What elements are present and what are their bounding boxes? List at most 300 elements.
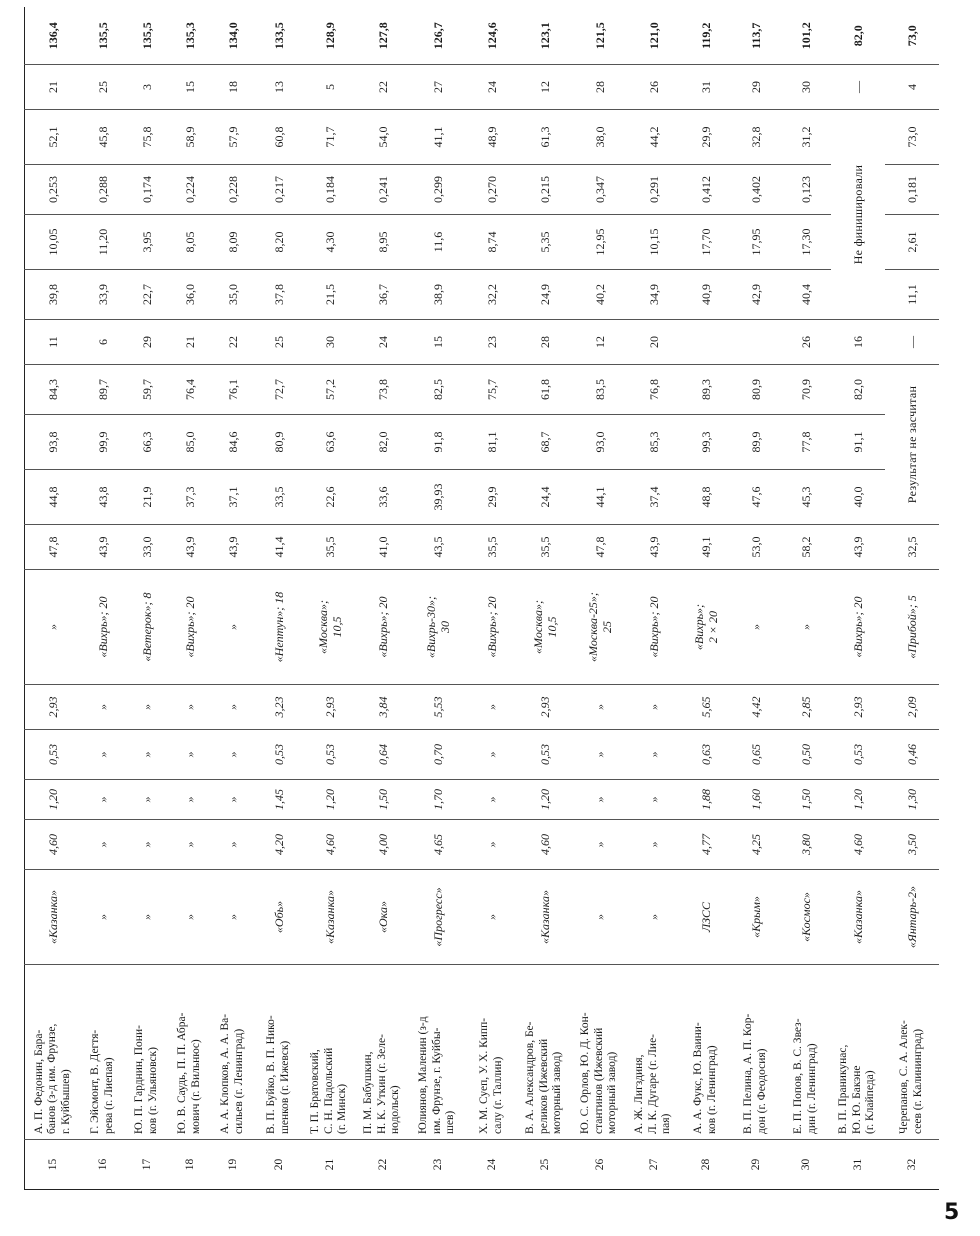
cell-value-5: 40,4 bbox=[781, 270, 831, 320]
cell-dimension-2: » bbox=[627, 780, 681, 820]
cell-dimension-1: 3,80 bbox=[781, 820, 831, 870]
cell-dimension-4: » bbox=[169, 685, 211, 730]
cell-boat: » bbox=[573, 870, 627, 965]
row-number: 18 bbox=[169, 1140, 211, 1190]
cell-value-8: 29,9 bbox=[681, 110, 731, 165]
cell-total: 113,7 bbox=[748, 22, 763, 49]
cell-crew: Черепанов, С. А. Алек- сеев (г. Калининград) bbox=[885, 965, 939, 1140]
cell-motor: «Ветерок»; 8 bbox=[125, 570, 169, 685]
cell-value-3: 99,3 bbox=[681, 415, 731, 470]
cell-boat: » bbox=[125, 870, 169, 965]
cell-value-4: 82,0 bbox=[831, 365, 885, 415]
cell-dimension-4: 2,85 bbox=[781, 685, 831, 730]
cell-dimension-3: » bbox=[573, 730, 627, 780]
cell-dimension-2: 1,88 bbox=[681, 780, 731, 820]
table-row bbox=[25, 8, 81, 1190]
cell-place-2: 15 bbox=[169, 65, 211, 110]
cell-value-3: 63,6 bbox=[303, 415, 357, 470]
cell-value-7: 0,215 bbox=[517, 165, 573, 215]
cell-crew: В. П. Пелина, А. П. Кор- дон (г. Феодосия) bbox=[731, 965, 781, 1140]
cell-place-1: 12 bbox=[573, 320, 627, 365]
cell-dimension-1: 4,60 bbox=[25, 820, 81, 870]
cell-total: 127,8 bbox=[375, 22, 390, 50]
cell-dimension-1: » bbox=[125, 820, 169, 870]
cell-value-1: 32,5 bbox=[885, 525, 939, 570]
cell-dimension-3: » bbox=[125, 730, 169, 780]
cell-value-3: 93,8 bbox=[25, 415, 81, 470]
cell-value-4: 84,3 bbox=[25, 365, 81, 415]
cell-value-8: 57,9 bbox=[211, 110, 255, 165]
table-row bbox=[303, 8, 357, 1190]
cell-dimension-3: » bbox=[211, 730, 255, 780]
cell-place-2: 26 bbox=[627, 65, 681, 110]
row-number: 26 bbox=[573, 1140, 627, 1190]
cell-motor: «Вихрь»; 20 bbox=[467, 570, 517, 685]
cell-value-5: 35,0 bbox=[211, 270, 255, 320]
cell-dimension-1: » bbox=[211, 820, 255, 870]
cell-motor: » bbox=[731, 570, 781, 685]
cell-dimension-2: » bbox=[169, 780, 211, 820]
cell-dimension-4: 2,09 bbox=[885, 685, 939, 730]
cell-boat: «Ока» bbox=[357, 870, 409, 965]
cell-value-8: 41,1 bbox=[409, 110, 467, 165]
cell-value-2: 44,8 bbox=[25, 470, 81, 525]
cell-value-2: 33,6 bbox=[357, 470, 409, 525]
cell-value-7: 0,123 bbox=[781, 165, 831, 215]
cell-dimension-3: 0,53 bbox=[303, 730, 357, 780]
cell-boat: «Янтарь-2» bbox=[885, 870, 939, 965]
cell-crew: Юлиянов, Маленин (з-д им. Фрунзе, г. Куйбы- шев) bbox=[409, 965, 467, 1140]
cell-value-2: 47,6 bbox=[731, 470, 781, 525]
cell-value-1: 33,0 bbox=[125, 525, 169, 570]
row-number: 30 bbox=[781, 1140, 831, 1190]
cell-value-4: 73,8 bbox=[357, 365, 409, 415]
row-number: 24 bbox=[467, 1140, 517, 1190]
cell-value-4: 59,7 bbox=[125, 365, 169, 415]
table-row bbox=[169, 8, 211, 1190]
cell-value-6: 3,95 bbox=[125, 215, 169, 270]
cell-value-8: 60,8 bbox=[255, 110, 303, 165]
cell-total: 136,4 bbox=[45, 22, 60, 50]
cell-place-1: 21 bbox=[169, 320, 211, 365]
cell-value-6: 2,61 bbox=[885, 215, 939, 270]
cell-place-2: 25 bbox=[81, 65, 125, 110]
cell-crew: Е. П. Попов, В. С. Звез- дин (г. Ленинград) bbox=[781, 965, 831, 1140]
cell-dimension-3: 0,53 bbox=[831, 730, 885, 780]
cell-dimension-1: » bbox=[467, 820, 517, 870]
cell-place-2: 28 bbox=[573, 65, 627, 110]
cell-total: 128,9 bbox=[322, 22, 337, 50]
cell-place-2: 30 bbox=[781, 65, 831, 110]
cell-dimension-3: 0,70 bbox=[409, 730, 467, 780]
cell-value-2: 44,1 bbox=[573, 470, 627, 525]
cell-dimension-2: » bbox=[467, 780, 517, 820]
cell-value-7: 0,402 bbox=[731, 165, 781, 215]
cell-crew: А. П. Федонин, Бара- банов (з-д им. Фрунзе, г. Куйбышев) bbox=[25, 965, 81, 1140]
cell-value-5: 11,1 bbox=[885, 270, 939, 320]
cell-total: 124,6 bbox=[484, 22, 499, 50]
cell-place-2: 27 bbox=[409, 65, 467, 110]
cell-place-1: 16 bbox=[831, 320, 885, 365]
cell-value-3: 84,6 bbox=[211, 415, 255, 470]
cell-total: 101,2 bbox=[798, 22, 813, 50]
row-number: 31 bbox=[831, 1140, 885, 1190]
cell-dimension-1: » bbox=[627, 820, 681, 870]
cell-value-6: 8,74 bbox=[467, 215, 517, 270]
cell-value-8: 44,2 bbox=[627, 110, 681, 165]
cell-dimension-4: 2,93 bbox=[517, 685, 573, 730]
cell-value-5: 34,9 bbox=[627, 270, 681, 320]
cell-motor: » bbox=[211, 570, 255, 685]
cell-dimension-3: 0,53 bbox=[25, 730, 81, 780]
cell-total: 134,0 bbox=[225, 22, 240, 50]
cell-value-4: 57,2 bbox=[303, 365, 357, 415]
cell-place-1: 26 bbox=[781, 320, 831, 365]
cell-place-2: 13 bbox=[255, 65, 303, 110]
cell-value-8: 54,0 bbox=[357, 110, 409, 165]
cell-dimension-3: 0,65 bbox=[731, 730, 781, 780]
page-number: 5 bbox=[944, 1200, 960, 1225]
cell-value-4: 82,5 bbox=[409, 365, 467, 415]
cell-value-7: 0,224 bbox=[169, 165, 211, 215]
cell-value-6: 8,09 bbox=[211, 215, 255, 270]
cell-value-7: 0,299 bbox=[409, 165, 467, 215]
row-number: 23 bbox=[409, 1140, 467, 1190]
cell-boat: «Казанка» bbox=[831, 870, 885, 965]
cell-value-1: 35,5 bbox=[467, 525, 517, 570]
cell-value-4: 89,3 bbox=[681, 365, 731, 415]
table-row bbox=[255, 8, 303, 1190]
cell-total: 119,2 bbox=[698, 22, 713, 49]
table-row bbox=[627, 8, 681, 1190]
table-row bbox=[681, 8, 731, 1190]
cell-place-1: 30 bbox=[303, 320, 357, 365]
cell-place-1: 28 bbox=[517, 320, 573, 365]
cell-dimension-3: 0,63 bbox=[681, 730, 731, 780]
cell-value-5: 38,9 bbox=[409, 270, 467, 320]
cell-place-1 bbox=[731, 320, 781, 365]
cell-value-2: 33,5 bbox=[255, 470, 303, 525]
cell-value-6: 5,35 bbox=[517, 215, 573, 270]
table-row bbox=[885, 8, 939, 1190]
cell-dimension-3: 0,50 bbox=[781, 730, 831, 780]
cell-place-2: 5 bbox=[303, 65, 357, 110]
cell-value-1: 47,8 bbox=[573, 525, 627, 570]
cell-value-1: 41,4 bbox=[255, 525, 303, 570]
cell-crew: Ю. С. Орлов, Ю. Д. Кон- стантинов (Ижевский моторный завод) bbox=[573, 965, 627, 1140]
cell-crew: В. А. Александров, Бе- реликов (Ижевский моторный завод) bbox=[517, 965, 573, 1140]
cell-value-2: 48,8 bbox=[681, 470, 731, 525]
cell-value-1: 53,0 bbox=[731, 525, 781, 570]
cell-dimension-4: » bbox=[211, 685, 255, 730]
cell-value-7: 0,174 bbox=[125, 165, 169, 215]
cell-dimension-2: 1,50 bbox=[357, 780, 409, 820]
cell-value-1: 43,9 bbox=[81, 525, 125, 570]
cell-crew: Т. П. Братовский, С. Н. Падольский (г. Минск) bbox=[303, 965, 357, 1140]
row-number: 16 bbox=[81, 1140, 125, 1190]
cell-total: 121,5 bbox=[592, 22, 607, 50]
table-row bbox=[731, 8, 781, 1190]
cell-value-4: 89,7 bbox=[81, 365, 125, 415]
table-row bbox=[409, 8, 467, 1190]
cell-value-4: 76,1 bbox=[211, 365, 255, 415]
cell-place-1: 25 bbox=[255, 320, 303, 365]
cell-value-8: 32,8 bbox=[731, 110, 781, 165]
cell-place-1: 15 bbox=[409, 320, 467, 365]
cell-value-1: 43,9 bbox=[169, 525, 211, 570]
cell-value-2: 39,93 bbox=[409, 470, 467, 525]
cell-value-8: 52,1 bbox=[25, 110, 81, 165]
cell-value-3: 91,8 bbox=[409, 415, 467, 470]
cell-place-1: 23 bbox=[467, 320, 517, 365]
cell-motor: «Москва-25»; 25 bbox=[573, 570, 627, 685]
cell-value-2: 43,8 bbox=[81, 470, 125, 525]
cell-value-5: 36,7 bbox=[357, 270, 409, 320]
row-number: 27 bbox=[627, 1140, 681, 1190]
cell-value-1: 43,5 bbox=[409, 525, 467, 570]
cell-boat: «Казанка» bbox=[517, 870, 573, 965]
cell-total: 135,5 bbox=[139, 22, 154, 50]
cell-value-7: 0,217 bbox=[255, 165, 303, 215]
cell-place-2: 31 bbox=[681, 65, 731, 110]
cell-value-2: 37,4 bbox=[627, 470, 681, 525]
cell-dimension-4: 2,93 bbox=[303, 685, 357, 730]
cell-value-7: 0,288 bbox=[81, 165, 125, 215]
cell-value-8: 61,3 bbox=[517, 110, 573, 165]
cell-place-2: — bbox=[831, 65, 885, 110]
cell-dimension-2: 1,45 bbox=[255, 780, 303, 820]
cell-crew: В. П. Праникунас, Ю. Ю. Бакэне (г. Клайпеда) bbox=[831, 965, 885, 1140]
cell-value-2: 37,1 bbox=[211, 470, 255, 525]
cell-boat: «Обь» bbox=[255, 870, 303, 965]
cell-value-3: 82,0 bbox=[357, 415, 409, 470]
cell-value-3: 68,7 bbox=[517, 415, 573, 470]
cell-dimension-4: » bbox=[467, 685, 517, 730]
cell-value-5: 42,9 bbox=[731, 270, 781, 320]
cell-place-1: — bbox=[885, 320, 939, 365]
cell-dimension-1: 4,60 bbox=[517, 820, 573, 870]
cell-dimension-4: » bbox=[125, 685, 169, 730]
row-number: 22 bbox=[357, 1140, 409, 1190]
cell-value-1: 41,0 bbox=[357, 525, 409, 570]
cell-dimension-3: 0,46 bbox=[885, 730, 939, 780]
cell-value-5: 36,0 bbox=[169, 270, 211, 320]
cell-motor: «Вихрь»; 20 bbox=[831, 570, 885, 685]
cell-dimension-3: » bbox=[467, 730, 517, 780]
cell-value-6: 12,95 bbox=[573, 215, 627, 270]
cell-motor: «Вихрь»; 20 bbox=[627, 570, 681, 685]
cell-crew: В. П. Буйко, В. П. Нико- шенков (г. Ижевск) bbox=[255, 965, 303, 1140]
cell-dimension-1: » bbox=[573, 820, 627, 870]
cell-dimension-2: » bbox=[573, 780, 627, 820]
cell-value-3: 80,9 bbox=[255, 415, 303, 470]
cell-dimension-4: 5,53 bbox=[409, 685, 467, 730]
cell-motor: «Прибой»; 5 bbox=[885, 570, 939, 685]
cell-value-4: 83,5 bbox=[573, 365, 627, 415]
cell-value-7: 0,181 bbox=[885, 165, 939, 215]
cell-boat: «Казанка» bbox=[303, 870, 357, 965]
cell-value-2: 45,3 bbox=[781, 470, 831, 525]
cell-value-3: 91,1 bbox=[831, 415, 885, 470]
cell-value-4: 80,9 bbox=[731, 365, 781, 415]
row-number: 29 bbox=[731, 1140, 781, 1190]
cell-value-3: 66,3 bbox=[125, 415, 169, 470]
cell-value-7: 0,241 bbox=[357, 165, 409, 215]
cell-value-7: 0,184 bbox=[303, 165, 357, 215]
cell-dimension-3: 0,64 bbox=[357, 730, 409, 780]
cell-value-3: 77,8 bbox=[781, 415, 831, 470]
cell-dimension-1: 4,60 bbox=[831, 820, 885, 870]
row-number: 19 bbox=[211, 1140, 255, 1190]
cell-boat: » bbox=[627, 870, 681, 965]
cell-value-2: 29,9 bbox=[467, 470, 517, 525]
cell-place-1: 11 bbox=[25, 320, 81, 365]
cell-value-1: 35,5 bbox=[517, 525, 573, 570]
row-number: 20 bbox=[255, 1140, 303, 1190]
cell-motor: «Вихрь-30»; 30 bbox=[409, 570, 467, 685]
cell-dimension-3: 0,53 bbox=[517, 730, 573, 780]
cell-dimension-1: » bbox=[169, 820, 211, 870]
cell-place-2: 29 bbox=[731, 65, 781, 110]
cell-dimension-4: 3,23 bbox=[255, 685, 303, 730]
cell-value-5: 21,5 bbox=[303, 270, 357, 320]
cell-value-6: 10,15 bbox=[627, 215, 681, 270]
cell-boat: » bbox=[467, 870, 517, 965]
cell-value-1: 47,8 bbox=[25, 525, 81, 570]
cell-value-8: 31,2 bbox=[781, 110, 831, 165]
cell-value-4: 72,7 bbox=[255, 365, 303, 415]
cell-total: 135,5 bbox=[95, 22, 110, 50]
cell-place-2: 4 bbox=[885, 65, 939, 110]
cell-value-5: 40,2 bbox=[573, 270, 627, 320]
cell-value-1: 43,9 bbox=[831, 525, 885, 570]
cell-dimension-2: 1,70 bbox=[409, 780, 467, 820]
cell-value-4: 70,9 bbox=[781, 365, 831, 415]
cell-value-1: 58,2 bbox=[781, 525, 831, 570]
cell-value-5: 37,8 bbox=[255, 270, 303, 320]
cell-dimension-2: 1,20 bbox=[25, 780, 81, 820]
cell-value-3: 81,1 bbox=[467, 415, 517, 470]
cell-motor: «Москва»; 10,5 bbox=[303, 570, 357, 685]
table-row bbox=[81, 8, 125, 1190]
cell-dimension-4: 2,93 bbox=[831, 685, 885, 730]
cell-crew: Х. М. Суеп, У. Х. Кипп- салу (г. Таллин) bbox=[467, 965, 517, 1140]
rotated-results-table bbox=[24, 8, 939, 1190]
cell-value-6: 11,20 bbox=[81, 215, 125, 270]
cell-boat: «Прогресс» bbox=[409, 870, 467, 965]
cell-place-1: 22 bbox=[211, 320, 255, 365]
table-row bbox=[573, 8, 627, 1190]
cell-value-1: 43,9 bbox=[211, 525, 255, 570]
cell-value-4: 76,8 bbox=[627, 365, 681, 415]
cell-place-1: 20 bbox=[627, 320, 681, 365]
cell-dimension-1: 3,50 bbox=[885, 820, 939, 870]
cell-value-2: 40,0 bbox=[831, 470, 885, 525]
cell-value-5: 33,9 bbox=[81, 270, 125, 320]
cell-value-8: 38,0 bbox=[573, 110, 627, 165]
cell-value-7: 0,412 bbox=[681, 165, 731, 215]
cell-value-3: 85,3 bbox=[627, 415, 681, 470]
row-number: 21 bbox=[303, 1140, 357, 1190]
cell-value-7: 0,270 bbox=[467, 165, 517, 215]
cell-value-6: 4,30 bbox=[303, 215, 357, 270]
cell-dimension-1: 4,25 bbox=[731, 820, 781, 870]
cell-dimension-4: 4,42 bbox=[731, 685, 781, 730]
cell-place-2: 21 bbox=[25, 65, 81, 110]
cell-motor: » bbox=[25, 570, 81, 685]
row-number: 25 bbox=[517, 1140, 573, 1190]
cell-place-2: 12 bbox=[517, 65, 573, 110]
cell-value-2: 21,9 bbox=[125, 470, 169, 525]
cell-dimension-4: » bbox=[627, 685, 681, 730]
cell-value-4: 75,7 bbox=[467, 365, 517, 415]
cell-crew: А. А. Клопков, А. А. Ва- сильев (г. Ленинград) bbox=[211, 965, 255, 1140]
cell-motor: «Вихрь»; 20 bbox=[81, 570, 125, 685]
cell-dimension-1: 4,77 bbox=[681, 820, 731, 870]
cell-motor: «Вихрь»; 20 bbox=[169, 570, 211, 685]
cell-value-2: 37,3 bbox=[169, 470, 211, 525]
cell-crew: Ю. В. Саудь, П. П. Абра- мович (г. Вильнюс) bbox=[169, 965, 211, 1140]
cell-value-6: 8,05 bbox=[169, 215, 211, 270]
cell-value-6: 10,05 bbox=[25, 215, 81, 270]
table-row bbox=[781, 8, 831, 1190]
cell-dimension-2: 1,30 bbox=[885, 780, 939, 820]
cell-total: 82,0 bbox=[850, 25, 865, 47]
cell-dimension-2: 1,60 bbox=[731, 780, 781, 820]
cell-place-1: 6 bbox=[81, 320, 125, 365]
cell-place-2: 22 bbox=[357, 65, 409, 110]
cell-dimension-2: » bbox=[125, 780, 169, 820]
cell-value-3: 93,0 bbox=[573, 415, 627, 470]
cell-boat: » bbox=[211, 870, 255, 965]
merged-note-cell: Не финишировали bbox=[831, 110, 885, 320]
cell-value-3: 85,0 bbox=[169, 415, 211, 470]
cell-total: 123,1 bbox=[537, 22, 552, 50]
row-number: 15 bbox=[25, 1140, 81, 1190]
cell-place-2: 18 bbox=[211, 65, 255, 110]
cell-value-6: 11,6 bbox=[409, 215, 467, 270]
cell-value-8: 45,8 bbox=[81, 110, 125, 165]
cell-value-1: 49,1 bbox=[681, 525, 731, 570]
cell-total: 126,7 bbox=[430, 22, 445, 50]
cell-value-6: 8,95 bbox=[357, 215, 409, 270]
cell-crew: Ю. П. Гарднин, Пони- ков (г. Ульяновск) bbox=[125, 965, 169, 1140]
cell-dimension-2: » bbox=[211, 780, 255, 820]
cell-boat: ЛЗСС bbox=[681, 870, 731, 965]
row-number: 28 bbox=[681, 1140, 731, 1190]
cell-value-6: 17,70 bbox=[681, 215, 731, 270]
table-row bbox=[357, 8, 409, 1190]
cell-value-7: 0,253 bbox=[25, 165, 81, 215]
cell-value-6: 8,20 bbox=[255, 215, 303, 270]
table-row bbox=[467, 8, 517, 1190]
cell-motor: «Нептун»; 18 bbox=[255, 570, 303, 685]
cell-value-8: 75,8 bbox=[125, 110, 169, 165]
cell-boat: «Крым» bbox=[731, 870, 781, 965]
cell-value-7: 0,228 bbox=[211, 165, 255, 215]
cell-total: 73,0 bbox=[904, 25, 919, 47]
cell-dimension-1: 4,20 bbox=[255, 820, 303, 870]
cell-dimension-3: » bbox=[627, 730, 681, 780]
cell-motor: «Вихрь»; 20 bbox=[357, 570, 409, 685]
row-number: 32 bbox=[885, 1140, 939, 1190]
merged-note-cell: Результат не засчитан bbox=[885, 365, 939, 525]
cell-dimension-1: 4,00 bbox=[357, 820, 409, 870]
cell-dimension-1: » bbox=[81, 820, 125, 870]
cell-place-2: 24 bbox=[467, 65, 517, 110]
cell-value-7: 0,291 bbox=[627, 165, 681, 215]
cell-dimension-3: » bbox=[81, 730, 125, 780]
